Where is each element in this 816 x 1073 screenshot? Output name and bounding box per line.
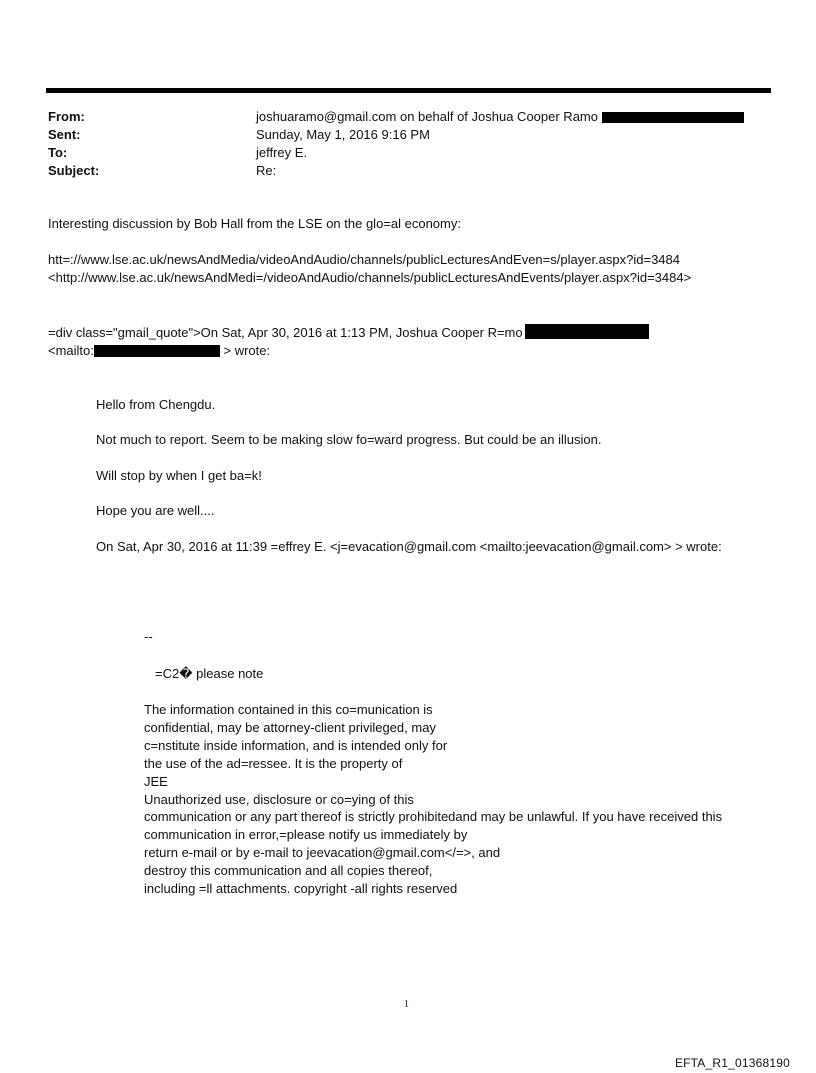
reply-greeting: Hello from Chengdu. xyxy=(96,397,216,412)
disclaimer-line: return e-mail or by e-mail to jeevacation@gmail.com</=>, and xyxy=(144,845,501,860)
disclaimer-line: Unauthorized use, disclosure or co=ying of this xyxy=(144,792,414,807)
reply-report: Not much to report. Seem to be making slow fo=ward progress. But could be an illusion. xyxy=(96,432,602,447)
disclaimer-line: communication in error,=please notify us immediately by xyxy=(144,827,468,842)
redaction-bar xyxy=(94,345,220,357)
disclaimer-line: c=nstitute inside information, and is intended only for xyxy=(144,738,448,753)
reply-on-line: On Sat, Apr 30, 2016 at 11:39 =effrey E. <j=evacation@gmail.com <mailto:jeevacation@gmail.com> > wrote: xyxy=(96,539,722,554)
to-value: jeffrey E. xyxy=(256,145,308,160)
subject-label: Subject: xyxy=(48,163,100,178)
signature-note: =C2� please note xyxy=(155,666,264,681)
quote-attribution: =div class="gmail_quote">On Sat, Apr 30, 2016 at 1:13 PM, Joshua Cooper R=mo xyxy=(48,324,649,342)
disclaimer-line: communication or any part thereof is strictly prohibitedand may be unlawful. If you have received this xyxy=(144,809,723,824)
to-label: To: xyxy=(48,145,68,160)
sent-value: Sunday, May 1, 2016 9:16 PM xyxy=(256,127,430,142)
disclaimer-line: The information contained in this co=munication is xyxy=(144,702,433,717)
disclaimer-line: the use of the ad=ressee. It is the property of xyxy=(144,756,403,771)
disclaimer-line: including =ll attachments. copyright -all rights reserved xyxy=(144,881,458,896)
lecture-link-alt[interactable]: <http://www.lse.ac.uk/newsAndMedi=/videoAndAudio/channels/publicLecturesAndEvents/player.aspx?id=3484> xyxy=(48,270,692,285)
header-rule xyxy=(46,88,771,93)
from-value: joshuaramo@gmail.com on behalf of Joshua Cooper Ramo xyxy=(256,108,744,126)
lecture-link[interactable]: htt=://www.lse.ac.uk/newsAndMedia/videoAndAudio/channels/publicLecturesAndEven=s/player.aspx?id=3484 xyxy=(48,252,680,267)
bates-number: EFTA_R1_01368190 xyxy=(674,1056,790,1070)
quote-mailto: <mailto: > wrote: xyxy=(48,343,271,358)
redaction-bar xyxy=(525,324,649,339)
disclaimer-line: JEE xyxy=(144,774,168,789)
redaction-bar xyxy=(602,112,744,123)
signature-dashes: -- xyxy=(144,629,153,644)
sent-label: Sent: xyxy=(48,127,81,142)
reply-hope: Hope you are well.... xyxy=(96,503,215,518)
disclaimer-line: destroy this communication and all copies thereof, xyxy=(144,863,433,878)
body-intro: Interesting discussion by Bob Hall from the LSE on the glo=al economy: xyxy=(48,216,461,231)
subject-value: Re: xyxy=(256,163,277,178)
from-label: From: xyxy=(48,109,85,124)
page-number: 1 xyxy=(404,999,409,1010)
reply-stop-by: Will stop by when I get ba=k! xyxy=(96,468,262,483)
disclaimer-line: confidential, may be attorney-client privileged, may xyxy=(144,720,436,735)
